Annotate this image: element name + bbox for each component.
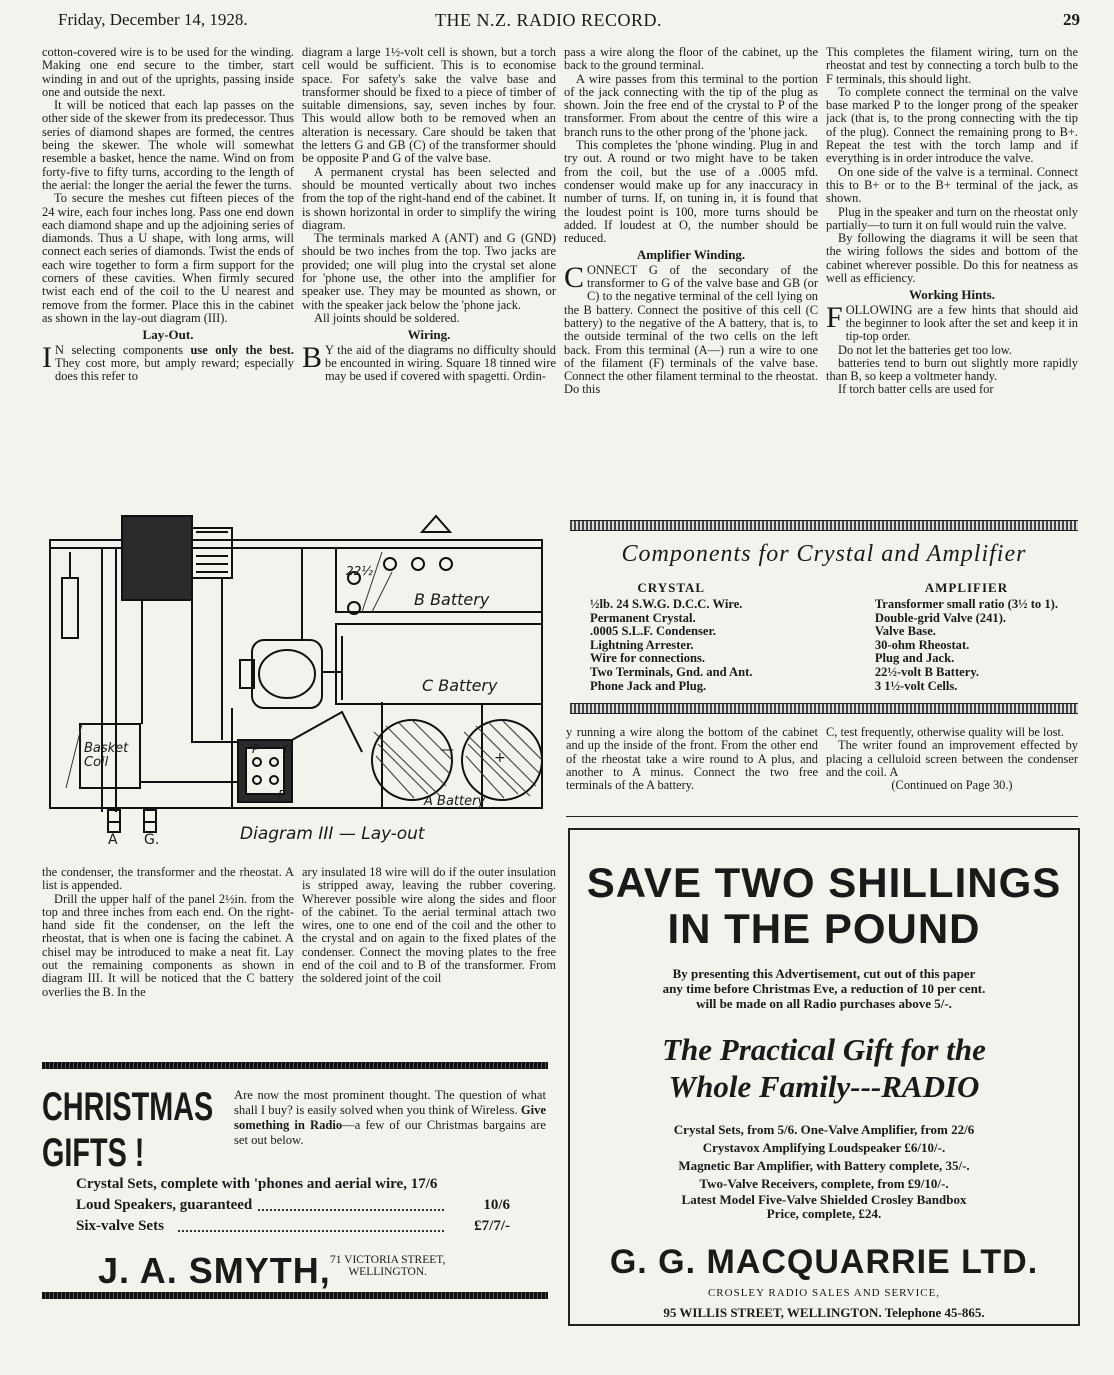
article-column-4-continued xyxy=(826,726,1078,810)
leader-dots xyxy=(178,1216,444,1232)
paragraph: cotton-covered wire is to be used for the winding. Making one end secure to the timber, start winding in and out of the uprights, passing inside one and outside the next. xyxy=(42,46,294,99)
minus-sign: — xyxy=(440,742,454,758)
paragraph: This completes the 'phone winding. Plug in and try out. A round or two might have to be taken from the coil, but the use of a .0005 mfd. condenser would make up for any inaccuracy in number of turns. If, on tuning in, it is found that the loudest point is 100, more turns should be added. If loudest at O, the number should be reduced. xyxy=(564,138,818,246)
offer-line: By presenting this Advertisement, cut out of this paper xyxy=(672,966,976,981)
list-item: Phone Jack and Plug. xyxy=(590,678,707,693)
drop-cap: I xyxy=(42,340,52,374)
list-item: Crystavox Amplifying Loudspeaker £6/10/-. xyxy=(702,1140,946,1155)
layout-diagram xyxy=(42,512,554,852)
offer-line: will be made on all Radio purchases above 5/-. xyxy=(696,996,952,1011)
paragraph: the condenser, the transformer and the rheostat. A list is appended. xyxy=(42,866,294,893)
headline-gifts: GIFTS ! xyxy=(42,1131,145,1175)
amplifier-heading: AMPLIFIER xyxy=(924,580,1009,595)
paragraph: diagram a large 1½-volt cell is shown, but a torch cell would be sufficient. This is to economise space. For safety's sake the valve base and transformer should be fixed to a piece of timber of suitable dimensions, say, seven inches by four. This would allow both to be removed when an alteration is necessary. Care should be taken that the letters G and GB (C) of the transformer should be opposite P and G of the valve base. xyxy=(302,46,556,166)
list-item: Two-Valve Receivers, complete, from £9/10/-. xyxy=(699,1176,949,1191)
list-item: Transformer small ratio (3½ to 1). xyxy=(874,597,1058,611)
b-battery-label: B Battery xyxy=(414,590,490,609)
list-item xyxy=(76,1195,546,1216)
divider xyxy=(566,816,1078,817)
smyth-advertisement xyxy=(42,1062,548,1304)
c-battery-label: C Battery xyxy=(422,676,498,695)
article-column-1 xyxy=(42,46,294,506)
firm-name: J. A. SMYTH, xyxy=(98,1250,331,1291)
paragraph: The writer found an improvement effected by placing a celluloid screen between the condenser and the coil. A xyxy=(826,738,1078,779)
voltage-label: 22½ xyxy=(346,564,373,578)
paragraph: On one side of the valve is a terminal. Connect this to B+ or to the B+ terminal of the jack, as shown. xyxy=(826,164,1078,206)
article-column-3-continued xyxy=(566,726,818,810)
components-title: Components for Crystal and Amplifier xyxy=(621,541,1027,567)
item-label: Loud Speakers, guaranteed xyxy=(76,1197,253,1213)
item-label: Six-valve Sets xyxy=(76,1218,164,1234)
paragraph: It will be noticed that each lap passes on the other side of the skewer from its predecessor. Thus series of diamond shapes are formed, the centres being the skewer. The whole will somewhat resemble a basket, hence the name. Wind on from forty-five to fifty turns, according to the length of the aerial: the longer the aerial the fewer the turns. xyxy=(42,98,294,192)
section-heading-wiring: Wiring. xyxy=(407,327,451,343)
article-column-2 xyxy=(302,46,556,506)
leader-dots xyxy=(258,1195,444,1211)
terminal-g-label: G. xyxy=(144,832,160,848)
drop-cap: B xyxy=(302,340,323,374)
continued-note: (Continued on Page 30.) xyxy=(891,778,1013,793)
list-item: Permanent Crystal. xyxy=(590,610,696,625)
paragraph: The terminals marked A (ANT) and G (GND) should be two inches from the top. Two jacks are provided; one will plug into the crystal set alone for 'phone use, the other into the amplifier for speaker use. They may be mounted as shown, or with the speaker jack below the 'phone jack. xyxy=(302,231,556,312)
paragraph: B Y the aid of the diagrams no difficulty should be encounted in wiring. Square 18 tinned wire may be used if covered with spagetti. Ordin- xyxy=(302,340,556,384)
xmas-price-list xyxy=(76,1174,546,1237)
drop-cap: C xyxy=(564,260,585,294)
list-item: Plug and Jack. xyxy=(874,651,955,666)
section-heading-layout: Lay-Out. xyxy=(142,327,194,343)
paragraph: FOLLOWING are a few hints that should aid the beginner to look after the set and keep it in tip-top order. xyxy=(826,300,1078,344)
section-heading-amplifier: Amplifier Winding. xyxy=(636,247,746,263)
paragraph: I N selecting components use only the best. They cost more, but amply reward; especially does this refer to xyxy=(42,340,294,384)
address-line: WELLINGTON. xyxy=(348,1266,427,1278)
company-name: G. G. MACQUARRIE LTD. xyxy=(609,1243,1039,1281)
top-ornament-rule xyxy=(570,520,1078,531)
list-item: Magnetic Bar Amplifier, with Battery complete, 35/-. xyxy=(678,1158,970,1173)
offer-line: any time before Christmas Eve, a reduction of 10 per cent. xyxy=(662,981,986,996)
terminal-a-label: A xyxy=(108,832,118,848)
list-item: 30-ohm Rheostat. xyxy=(874,637,970,652)
list-item xyxy=(76,1216,546,1237)
xmas-footer xyxy=(98,1250,538,1291)
paragraph: By following the diagrams it will be seen that the wiring follows the sides and bottom of the cabinet wherever possible. Do this for neatness as well as efficiency. xyxy=(826,231,1078,286)
amplifier-column xyxy=(875,580,1058,693)
item-price: 10/6 xyxy=(483,1197,510,1213)
paragraph: To complete connect the terminal on the valve base marked P to the longer prong of the speaker jack (that is, to the prong connecting with the tip of the plug). Connect the remaining prong to B+. Repeat the test with the torch lamp and if everything is in order introduce the valve. xyxy=(826,84,1078,166)
list-item: 22½-volt B Battery. xyxy=(874,664,980,679)
slogan-line: The Practical Gift for the xyxy=(662,1032,986,1067)
list-item: Price, complete, £24. xyxy=(766,1206,882,1221)
item-price: £7/7/- xyxy=(474,1218,510,1234)
page-header xyxy=(40,6,1080,36)
section-heading-hints: Working Hints. xyxy=(909,287,995,303)
paragraph: pass a wire along the floor of the cabinet, up the back to the ground terminal. xyxy=(564,46,818,73)
diagram-caption: Diagram III — Lay-out xyxy=(240,824,425,844)
paragraph: All joints should be soldered. xyxy=(314,310,460,325)
ad-headline-1: SAVE TWO SHILLINGS xyxy=(586,859,1062,906)
address-line: 71 VICTORIA STREET, xyxy=(330,1254,446,1266)
list-item: Crystal Sets, from 5/6. One-Valve Amplifier, from 22/6 xyxy=(673,1122,975,1137)
basket-coil-label: Basket Coil xyxy=(84,741,129,770)
slogan-line: Whole Family---RADIO xyxy=(668,1069,980,1104)
top-band xyxy=(42,1062,548,1069)
article-column-2-continued xyxy=(302,866,556,1038)
firm-address xyxy=(330,1254,445,1278)
offer-text xyxy=(570,966,1078,1011)
paragraph: Plug in the speaker and turn on the rheostat only partially—to turn it on full would ruin the valve. xyxy=(826,204,1078,232)
components-columns xyxy=(570,580,1078,693)
company-address: 95 WILLIS STREET, WELLINGTON. Telephone 45-865. xyxy=(663,1305,985,1320)
intro-text: —a few of our Christmas bargains are set out below. xyxy=(234,1118,546,1147)
paragraph: If torch batter cells are used for xyxy=(838,382,994,397)
issue-date: Friday, December 14, 1928. xyxy=(58,10,248,29)
list-item: Wire for connections. xyxy=(590,651,706,666)
crystal-heading: CRYSTAL xyxy=(637,580,706,595)
ad-headline-2: IN THE POUND xyxy=(667,905,981,952)
paragraph: C, test frequently, otherwise quality will be lost. xyxy=(826,726,1065,739)
list-item: .0005 S.L.F. Condenser. xyxy=(590,624,717,639)
drop-cap: F xyxy=(826,300,843,334)
paragraph: y running a wire along the bottom of the cabinet and up the inside of the front. From the other end of the rheostat take a wire round to A plus, and another to A minus. Connect the two free terminals of the A battery. xyxy=(566,726,818,793)
paragraph: A wire passes from this terminal to the portion of the jack connecting with the tip of the plug as shown. Join the free end of the crystal to P of the transformer. From about the centre of this wire a branch runs to the other prong of the 'phone jack. xyxy=(564,71,818,139)
price-list xyxy=(570,1121,1078,1221)
crystal-column xyxy=(590,580,753,693)
page-number: 29 xyxy=(1063,10,1080,29)
list-item: ½lb. 24 S.W.G. D.C.C. Wire. xyxy=(590,597,743,611)
gift-slogan xyxy=(570,1031,1078,1105)
xmas-intro xyxy=(234,1088,546,1148)
company-service: CROSLEY RADIO SALES AND SERVICE, xyxy=(707,1287,941,1299)
bottom-band xyxy=(42,1292,548,1299)
list-item: Valve Base. xyxy=(874,624,936,639)
plus-sign: + xyxy=(494,750,506,766)
bottom-ornament-rule xyxy=(570,703,1078,714)
article-column-4 xyxy=(826,46,1078,506)
list-item: Latest Model Five-Valve Shielded Crosley Bandbox xyxy=(681,1192,967,1207)
intro-text: Are now the most prominent thought. The question of what shall I buy? is easily solved when you think of Wireless. xyxy=(234,1088,546,1117)
components-list-box xyxy=(570,520,1078,712)
paragraph: CONNECT G of the secondary of the transformer to G of the valve base and GB (or C) to the negative terminal of the cell lying on the B battery. Connect the positive of this cell (C battery) to the negative of the A battery, that is, to the outside terminal of the two cells on the left back. From this terminal (A—) run a wire to one of the filament (F) terminals of the valve base. Connect the other filament terminal to the rheostat. Do this xyxy=(564,260,818,397)
transformer-f-label: F xyxy=(278,788,285,802)
paragraph: A permanent crystal has been selected and should be mounted vertically about two inches from the top of the right-hand end of the cabinet. It is shown horizontal in order to simplify the wiring diagram. xyxy=(302,164,556,232)
paragraph: batteries tend to burn out slightly more rapidly than B, so keep a voltmeter handy. xyxy=(826,355,1078,384)
article-column-1-continued xyxy=(42,866,294,1038)
paragraph: To secure the meshes cut fifteen pieces of the 24 wire, each four inches long. Pass one end down each diamond shape and up the adjoining series of diamonds. Thus a U shape, with long arms, will connect each series of diamonds. Twist the ends of each wire together to form a firm support for the corners of these cavities. When firmly secured twist each end of the coil to the U nearest and remove from the former. Place this in the cabinet as shown in the lay-out diagram (III). xyxy=(42,191,294,325)
paragraph: ary insulated 18 wire will do if the outer insulation is stripped away, leaving the rubber covering. Wherever possible wire along the sides and floor of the cabinet. To the aerial terminal attach two wires, one to one end of the coil and the other to the crystal and on again to the fixed plates of the condenser. Connect the moving plates to the free end of the coil and to B of the transformer. From the soldered joint of the coil xyxy=(302,866,556,986)
transformer-p-label: P xyxy=(252,742,260,756)
paragraph: Drill the upper half of the panel 2½in. from the top and three inches from each end. On the right-hand side fit the condenser, on the left the rheostat, that is when one is facing the cabinet. A chisel may be introduced to make a neat fit. Lay out the remaining components as shown in diagram III. It will be noticed that the C battery overlies the B. In the xyxy=(42,891,294,999)
a-battery-label: A Battery xyxy=(424,794,486,809)
list-item: Two Terminals, Gnd. and Ant. xyxy=(590,664,753,679)
macquarrie-advertisement xyxy=(568,828,1080,1326)
transformer-g-label: G xyxy=(284,742,294,756)
paragraph: Do not let the batteries get too low. xyxy=(838,342,1013,357)
intro-emphasis: Give something in Radio xyxy=(234,1103,546,1132)
publication-title: THE N.Z. RADIO RECORD. xyxy=(435,10,662,30)
list-item: Crystal Sets, complete with 'phones and aerial wire, 17/6 xyxy=(76,1176,438,1192)
paragraph: This completes the filament wiring, turn on the rheostat and test by connecting a torch bulb to the F terminals, this should light. xyxy=(826,46,1078,86)
headline-christmas: CHRISTMAS xyxy=(42,1085,214,1129)
list-item: 3 1½-volt Cells. xyxy=(874,678,958,693)
article-column-3 xyxy=(564,46,818,506)
list-item: Lightning Arrester. xyxy=(590,637,694,652)
list-item: Double-grid Valve (241). xyxy=(874,610,1007,625)
